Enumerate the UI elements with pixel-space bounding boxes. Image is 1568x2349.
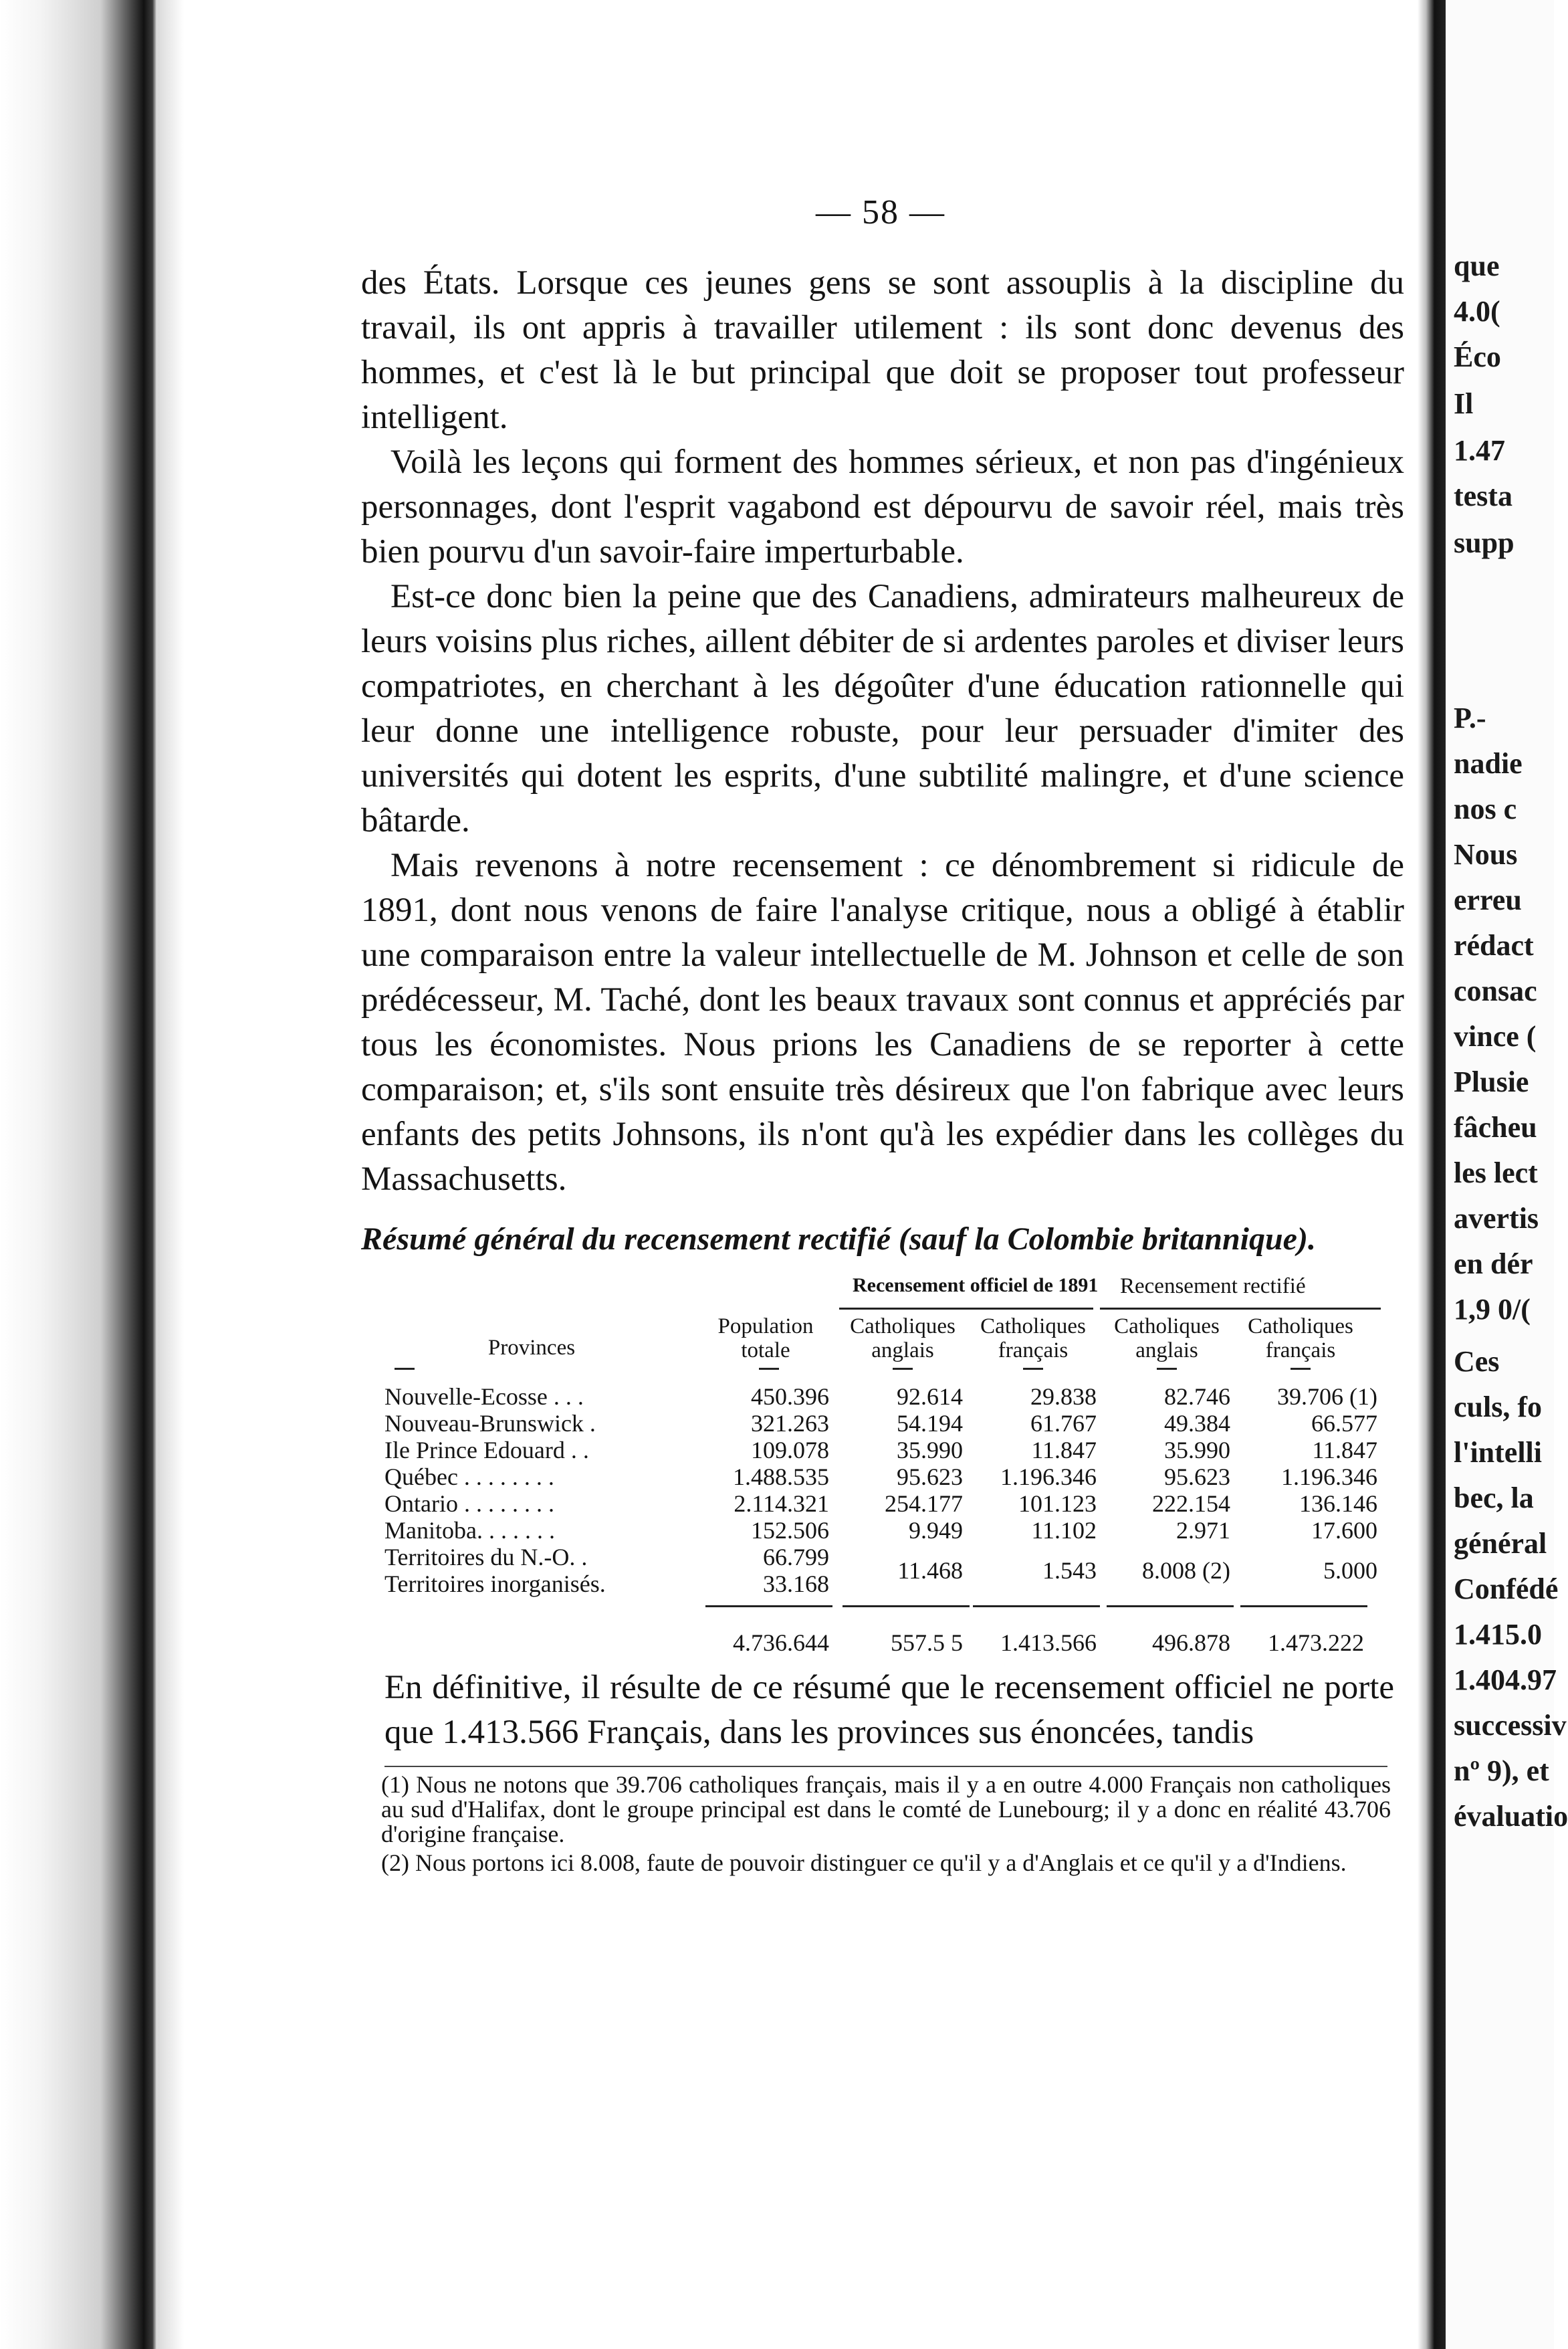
facing-page-line: Confédé — [1454, 1572, 1559, 1605]
value-cell: 95.623 — [897, 1463, 963, 1490]
facing-page-fragment — [1446, 0, 1568, 2349]
value-cell: 33.168 — [763, 1570, 829, 1597]
group-brace — [839, 1308, 1093, 1310]
value-cell: 152.506 — [751, 1517, 829, 1544]
header-dash — [1157, 1368, 1177, 1370]
province-cell: Territoires inorganisés. — [384, 1570, 606, 1597]
facing-page-line: bec, la — [1454, 1482, 1534, 1514]
facing-page-line: Il — [1454, 387, 1474, 420]
value-cell: 35.990 — [897, 1437, 963, 1463]
facing-page-line: erreu — [1454, 884, 1522, 916]
total-rule — [705, 1605, 832, 1607]
facing-page-line: général — [1454, 1527, 1547, 1560]
table-title: Résumé général du recensement rectifié (sauf la Colombie britannique). — [361, 1221, 1316, 1257]
paragraph: Mais revenons à notre recensement : ce dénombrement si ridicule de 1891, dont nous venons de faire l'analyse critique, nous a obligé à établir une comparaison entre la valeur intellectuelle de M. Johnson et celle de son prédécesseur, M. Taché, dont les beaux travaux sont connus et appréciés par tous les économistes. Nous prions les Canadiens de se reporter à cette comparaison; et, s'ils sont ensuite très désireux que l'on fabrique avec leurs enfants des petits Johnsons, ils n'ont qu'à les expédier dans les collèges du Massachusetts. — [361, 847, 1404, 1198]
value-cell: 82.746 — [1164, 1383, 1230, 1410]
facing-page-line: nadie — [1454, 747, 1523, 780]
value-cell: 49.384 — [1164, 1410, 1230, 1437]
facing-page-line: nº 9), et — [1454, 1754, 1549, 1787]
value-cell: 222.154 — [1152, 1490, 1230, 1517]
facing-page-line: testa — [1454, 480, 1513, 512]
province-cell: Nouvelle-Ecosse . . . — [384, 1383, 584, 1410]
province-cell: Territoires du N.-O. . — [384, 1544, 588, 1570]
value-cell: 11.847 — [1031, 1437, 1097, 1463]
table-row — [384, 1490, 1408, 1518]
facing-page-line: supp — [1454, 526, 1515, 559]
value-cell: 5.000 — [1323, 1557, 1377, 1584]
paragraph: des États. Lorsque ces jeunes gens se sont assouplis à la discipline du travail, ils ont appris à travailler utilement : ils sont donc devenus des hommes, et c'est là le but principal que doit se proposer tout professeur intelligent. — [361, 264, 1404, 436]
body-text — [361, 261, 1404, 1202]
value-cell: 8.008 (2) — [1142, 1557, 1230, 1584]
value-cell: 1.488.535 — [733, 1463, 829, 1490]
footnote: (1) Nous ne notons que 39.706 catholiques français, mais il y a en outre 4.000 Français non catholiques au sud d'Halifax, dont le groupe principal est dans le comté de Lunebourg; il y a donc en réalité 43.706 d'origine française. — [381, 1771, 1391, 1847]
facing-page-line: Nous — [1454, 838, 1518, 871]
facing-page-line: l'intelli — [1454, 1436, 1542, 1469]
value-cell: 29.838 — [1030, 1383, 1097, 1410]
province-cell: Manitoba. . . . . . . — [384, 1517, 555, 1544]
table-row — [384, 1516, 1408, 1544]
column-header: Catholiques français — [1248, 1314, 1353, 1362]
facing-page-line: 1,9 0/( — [1454, 1293, 1531, 1326]
column-header: Catholiques français — [980, 1314, 1086, 1362]
facing-page-line: avertis — [1454, 1202, 1539, 1235]
value-cell: 11.468 — [897, 1557, 963, 1584]
value-cell: 17.600 — [1311, 1517, 1377, 1544]
facing-page-line: en dér — [1454, 1247, 1533, 1280]
table-row — [384, 1383, 1408, 1411]
page-number: — 58 — — [816, 193, 945, 231]
header-dash — [893, 1368, 913, 1370]
value-cell: 95.623 — [1164, 1463, 1230, 1490]
column-header: Catholiques anglais — [1114, 1314, 1220, 1362]
province-cell: Ontario . . . . . . . . — [384, 1490, 554, 1517]
facing-page-line: que — [1454, 249, 1500, 282]
value-cell: 136.146 — [1299, 1490, 1377, 1517]
value-cell: 54.194 — [897, 1410, 963, 1437]
facing-page-line: consac — [1454, 975, 1537, 1007]
header-dash — [395, 1368, 415, 1370]
value-cell: 2.114.321 — [734, 1490, 829, 1517]
paragraph: Est-ce donc bien la peine que des Canadiens, admirateurs malheureux de leurs voisins plus riches, aillent débiter de si ardentes paroles et diviser leurs compatriotes, en cherchant à les dégoûter d'une éducation rationnelle qui leur donne une intelligence robuste, pour leur persuader d'imiter des universités qui dotent les esprits, d'une subtilité malingre, et d'une science bâtarde. — [361, 578, 1404, 839]
header-dash — [1023, 1368, 1043, 1370]
facing-page-line: successiv — [1454, 1709, 1567, 1742]
facing-page-line: rédact — [1454, 929, 1534, 962]
facing-page-line: P.- — [1454, 702, 1486, 734]
closing-text — [384, 1665, 1394, 1755]
facing-page-line: évaluatio — [1454, 1800, 1568, 1833]
column-header: Catholiques anglais — [850, 1314, 956, 1362]
group-brace — [1100, 1308, 1381, 1310]
table-row — [384, 1436, 1408, 1464]
value-cell: 11.847 — [1312, 1437, 1377, 1463]
group-header-official: Recensement officiel de 1891 — [853, 1274, 1099, 1296]
total-ca-off: 557.5 5 — [891, 1629, 963, 1656]
page-shadow — [157, 0, 184, 2349]
value-cell: 450.396 — [751, 1383, 829, 1410]
value-cell: 66.799 — [763, 1544, 829, 1570]
facing-page-line: les lect — [1454, 1156, 1538, 1189]
column-header: Provinces — [487, 1336, 576, 1360]
total-cf-rect: 1.473.222 — [1268, 1629, 1364, 1656]
value-cell: 254.177 — [885, 1490, 963, 1517]
value-cell: 1.543 — [1042, 1557, 1097, 1584]
column-header: Population totale — [717, 1314, 814, 1362]
value-cell: 92.614 — [897, 1383, 963, 1410]
paragraph: Voilà les leçons qui forment des hommes sérieux, et non pas d'ingénieux personnages, dont l'esprit vagabond est dépourvu de savoir réel, mais très bien pourvu d'un savoir-faire imperturbable. — [361, 443, 1404, 571]
value-cell: 35.990 — [1164, 1437, 1230, 1463]
facing-page-line: fâcheu — [1454, 1111, 1537, 1144]
value-cell: 2.971 — [1176, 1517, 1230, 1544]
facing-page-line: culs, fo — [1454, 1391, 1542, 1423]
scan-right-gutter — [1418, 0, 1446, 2349]
value-cell: 61.767 — [1030, 1410, 1097, 1437]
total-pop: 4.736.644 — [733, 1629, 829, 1656]
facing-page-line: nos c — [1454, 793, 1517, 825]
value-cell: 1.196.346 — [1281, 1463, 1377, 1490]
totals-row — [384, 1629, 1408, 1657]
facing-page-line: Ces — [1454, 1345, 1500, 1378]
total-rule — [1240, 1605, 1367, 1607]
value-cell: 101.123 — [1018, 1490, 1097, 1517]
facing-page-line: 4.0( — [1454, 295, 1500, 328]
value-cell: 321.263 — [751, 1410, 829, 1437]
province-cell: Québec . . . . . . . . — [384, 1463, 554, 1490]
facing-page-line: Plusie — [1454, 1065, 1529, 1098]
total-cf-off: 1.413.566 — [1000, 1629, 1097, 1656]
header-dash — [1291, 1368, 1311, 1370]
province-cell: Nouveau-Brunswick . — [384, 1410, 596, 1437]
header-dash — [759, 1368, 779, 1370]
total-rule — [843, 1605, 970, 1607]
facing-page-line: 1.415.0 — [1454, 1618, 1542, 1651]
province-cell: Ile Prince Edouard . . — [384, 1437, 589, 1463]
value-cell: 1.196.346 — [1000, 1463, 1097, 1490]
total-rule — [1107, 1605, 1234, 1607]
group-header-rectified: Recensement rectifié — [1120, 1274, 1306, 1298]
facing-page-line: 1.404.97 — [1454, 1663, 1557, 1696]
table-row — [384, 1463, 1408, 1491]
value-cell: 66.577 — [1311, 1410, 1377, 1437]
total-rule — [973, 1605, 1100, 1607]
total-ca-rect: 496.878 — [1152, 1629, 1230, 1656]
facing-page-line: vince ( — [1454, 1020, 1537, 1053]
value-cell: 11.102 — [1031, 1517, 1097, 1544]
table-row — [384, 1543, 1408, 1571]
footnotes — [381, 1772, 1391, 1879]
paragraph: En définitive, il résulte de ce résumé que le recensement officiel ne porte que 1.413.566 Français, dans les provinces sus énoncées, tandis — [384, 1669, 1394, 1751]
footnote-rule — [384, 1766, 1387, 1767]
value-cell: 9.949 — [909, 1517, 963, 1544]
value-cell: 109.078 — [751, 1437, 829, 1463]
facing-page-line: 1.47 — [1454, 434, 1505, 467]
table-row — [384, 1409, 1408, 1437]
footnote: (2) Nous portons ici 8.008, faute de pouvoir distinguer ce qu'il y a d'Anglais et ce qu'il y a d'Indiens. — [381, 1849, 1347, 1876]
scan-binding-edge — [0, 0, 157, 2349]
facing-page-line: Éco — [1454, 340, 1501, 373]
value-cell: 39.706 (1) — [1277, 1383, 1377, 1410]
